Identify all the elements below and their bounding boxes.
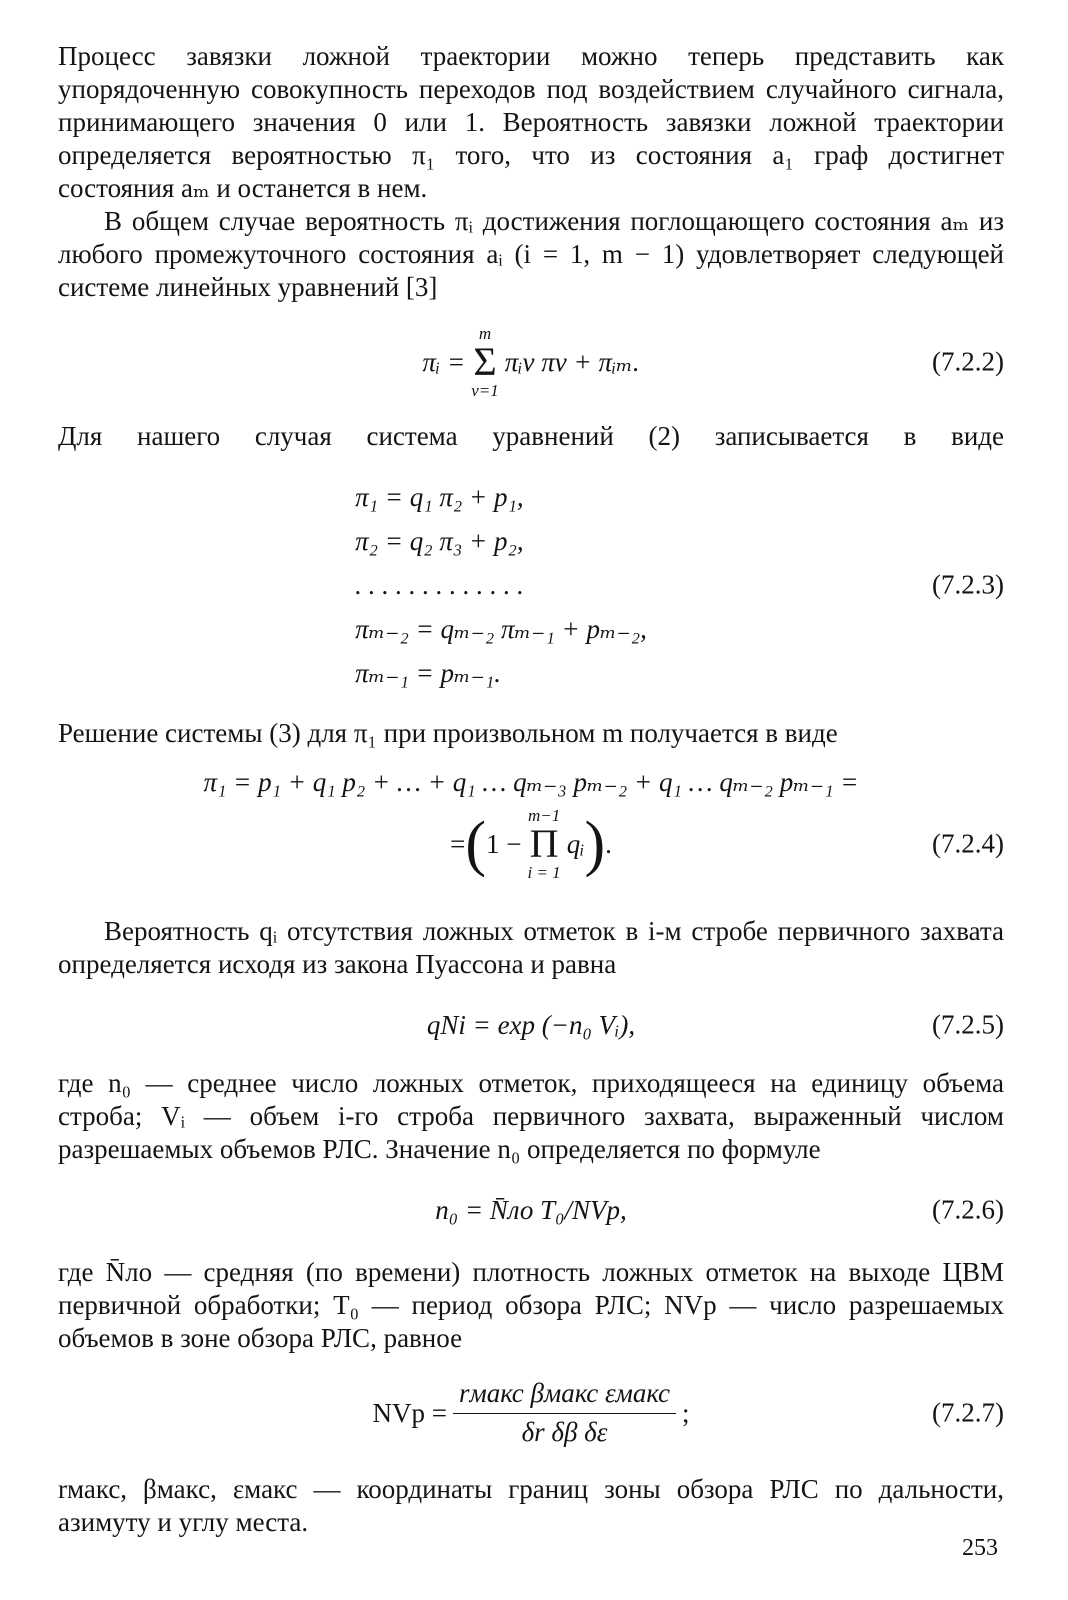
paragraph-5: Вероятность qᵢ отсутствия ложных отметок в i-м стробе первичного захвата определяется исходя из закона Пуассона и равна	[58, 916, 1004, 979]
equation-7-2-4-line1	[58, 766, 1004, 799]
equation-number: (7.2.4)	[932, 828, 1004, 859]
equation-7-2-6	[58, 1182, 1004, 1238]
equation-7-2-3	[58, 475, 1004, 695]
eq7-trailing: ;	[682, 1397, 690, 1428]
equation-number: (7.2.2)	[932, 346, 1004, 377]
paragraph-8: rмакс, βмакс, εмакс — координаты границ зоны обзора РЛС по дальности, азимуту и углу места.	[58, 1474, 1004, 1537]
fraction-denominator: δr δβ δε	[521, 1416, 608, 1447]
paragraph-6: где n₀ — среднее число ложных отметок, приходящееся на единицу объема строба; Vᵢ — объем i-го строба первичного захвата, выраженный числом разрешаемых объемов РЛС. Значение n₀ определяется по формуле	[58, 1068, 1004, 1164]
sum-operator	[471, 325, 499, 399]
system-line: πₘ₋₂ = qₘ₋₂ πₘ₋₁ + pₘ₋₂,	[355, 614, 647, 644]
eq4-open-paren: (	[465, 810, 486, 878]
equation-7-2-5	[58, 997, 1004, 1053]
sum-sign: Σ	[473, 339, 497, 384]
system-line: . . . . . . . . . . . . .	[355, 570, 524, 600]
product-upper-limit: m−1	[527, 806, 561, 825]
eq5-body: qNi = exp (−n₀ Vᵢ),	[426, 1009, 636, 1040]
page-number: 253	[962, 1535, 998, 1561]
fraction	[453, 1378, 676, 1447]
paragraph-1: Процесс завязки ложной траектории можно теперь представить как упорядоченную совокупность переходов под воздействием случайного сигнала, принимающего значения 0 или 1. Вероятность завязки ложной траектории определяется вероятностью π₁ того, что из состояния a₁ граф достигнет состояния aₘ и останется в нем.	[58, 41, 1004, 203]
paragraph-3: Для нашего случая система уравнений (2) записывается в виде	[58, 421, 1004, 451]
equation-7-2-7	[58, 1371, 1004, 1455]
eq2-rhs: πᵢν πν + πᵢₘ.	[504, 346, 640, 377]
equation-number: (7.2.7)	[932, 1397, 1004, 1428]
fraction-numerator: rмакс βмакс εмакс	[453, 1378, 676, 1413]
equation-number: (7.2.3)	[932, 569, 1004, 600]
system-line: πₘ₋₁ = pₘ₋₁.	[355, 658, 501, 688]
equation-7-2-2	[58, 322, 1004, 402]
system-line: π₁ = q₁ π₂ + p₁,	[355, 482, 524, 512]
equation-7-2-4	[58, 799, 1004, 889]
eq6-body: n₀ = N̄ло T₀/NVр,	[435, 1194, 627, 1225]
eq4-close-paren: )	[584, 810, 606, 878]
eq4-equals: =	[450, 828, 466, 859]
system-line: π₂ = q₂ π₃ + p₂,	[355, 526, 524, 556]
product-body: qᵢ	[566, 828, 585, 859]
paragraph-4: Решение системы (3) для π₁ при произвольном m получается в виде	[58, 718, 838, 748]
product-sign: Π	[529, 821, 559, 866]
eq7-lhs: NVр =	[372, 1397, 447, 1428]
sum-upper-limit: m	[478, 324, 492, 343]
product-lower-limit: i = 1	[527, 863, 561, 882]
eq4-trailing: .	[605, 828, 612, 859]
paragraph-2: В общем случае вероятность πᵢ достижения поглощающего состояния aₘ из любого промежуточного состояния aᵢ (i = 1, m − 1) удовлетворяет следующей системе линейных уравнений [3]	[58, 206, 1004, 302]
equation-number: (7.2.5)	[932, 1009, 1004, 1040]
eq4-line1: π₁ = p₁ + q₁ p₂ + … + q₁ … qₘ₋₃ pₘ₋₂ + q₁ … qₘ₋₂ pₘ₋₁ =	[203, 767, 859, 797]
paragraph-7: где N̄ло — средняя (по времени) плотность ложных отметок на выходе ЦВМ первичной обработки; T₀ — период обзора РЛС; NVр — число разрешаемых объемов в зоне обзора РЛС, равное	[58, 1257, 1004, 1353]
eq2-lhs: πᵢ =	[422, 346, 466, 377]
equation-number: (7.2.6)	[932, 1194, 1004, 1225]
equation-system	[355, 475, 647, 695]
product-operator	[527, 807, 560, 881]
sum-lower-limit: ν=1	[471, 381, 499, 400]
eq4-one-minus: 1 −	[486, 828, 522, 859]
